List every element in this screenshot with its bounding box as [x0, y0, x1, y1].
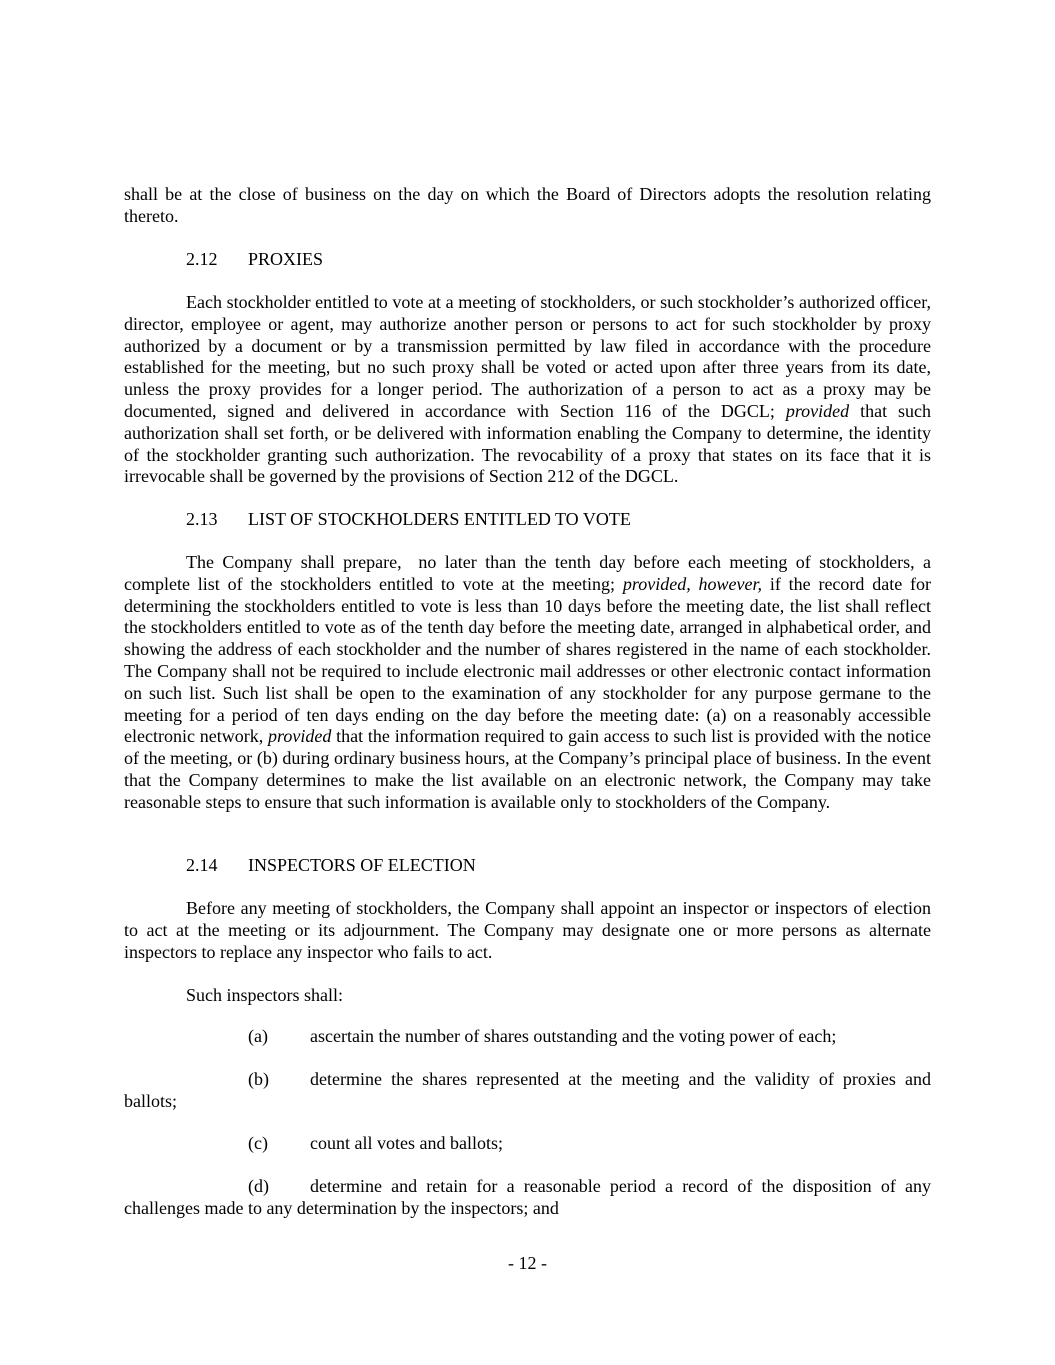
list-item-text: count all votes and ballots;	[310, 1133, 503, 1153]
emphasis-run: provided	[785, 400, 850, 421]
section-number: 2.14	[186, 855, 218, 875]
section-title: INSPECTORS OF ELECTION	[248, 855, 476, 875]
text-run: that such authorization shall set forth, or be delivered with information enabling the Company to determine, the identity of the stockholder granting such authorization. The revocability of a proxy that states on its face that it is irrevocable shall be governed by the provisions of Section 212 of the DGCL.	[124, 400, 931, 487]
list-item-a	[248, 1026, 836, 1048]
proxies-paragraph	[124, 292, 931, 488]
list-item-label: (c)	[248, 1133, 268, 1153]
text-run: The Company shall prepare, no later than the tenth day before each meeting of stockholders, a complete list of the stockholders entitled to vote at the meeting;	[124, 552, 936, 594]
list-item-label: (b)	[248, 1069, 269, 1089]
list-item-label: (a)	[248, 1026, 268, 1046]
text-run: if the record date for determining the stockholders entitled to vote is less than 10 days before the meeting date, the list shall reflect the stockholders entitled to vote as of the tenth day before the meeting date, arranged in alphabetical order, and showing the address of each stockholder and the number of shares registered in the name of each stockholder. The Company shall not be required to include electronic mail addresses or other electronic contact information on such list. Such list shall be open to the examination of any stockholder for any purpose germane to the meeting for a period of ten days ending on the day before the meeting date: (a) on a reasonably accessible electronic network,	[124, 573, 936, 747]
text-run: Each stockholder entitled to vote at a meeting of stockholders, or such stockholder’s authorized officer, director, employee or agent, may authorize another person or persons to act for such stockholder by proxy authorized by a document or by a transmission permitted by law filed in accordance with the procedure established for the meeting, but no such proxy shall be voted or acted upon after three years from its date, unless the proxy provides for a longer period. The authorization of a person to act as a proxy may be documented, signed and delivered in accordance with Section 116 of the DGCL;	[124, 292, 931, 421]
stockholder-list-paragraph	[124, 552, 936, 814]
continuation-paragraph: shall be at the close of business on the day on which the Board of Directors adopts the resolution relating thereto.	[124, 184, 931, 226]
section-heading-2-14	[186, 855, 476, 877]
section-number: 2.12	[186, 249, 218, 269]
list-item-text: determine the shares represented at the meeting and the validity of proxies and	[310, 1069, 931, 1089]
section-heading-2-13	[186, 509, 631, 531]
page-number: - 12 -	[508, 1253, 547, 1273]
section-number: 2.13	[186, 509, 218, 529]
list-item-label: (d)	[248, 1176, 269, 1196]
section-title: LIST OF STOCKHOLDERS ENTITLED TO VOTE	[248, 509, 631, 529]
emphasis-run: provided, however,	[622, 573, 762, 594]
list-item-b-continuation: ballots;	[124, 1091, 177, 1111]
list-item-text: ascertain the number of shares outstanding and the voting power of each;	[310, 1026, 837, 1046]
list-item-c	[248, 1133, 503, 1155]
inspectors-duties-intro: Such inspectors shall:	[186, 985, 343, 1005]
text-run: that the information required to gain access to such list is provided with the notice of the meeting, or (b) during ordinary business hours, at the Company’s principal place of business. In the event that the Company determines to make the list available on an electronic network, the Company may take reasonable steps to ensure that such information is available only to stockholders of the Company.	[124, 726, 936, 812]
section-title: PROXIES	[248, 249, 324, 269]
list-item-text: determine and retain for a reasonable period a record of the disposition of any challenges made to any determination by the inspectors; and	[124, 1176, 931, 1218]
list-item-b	[248, 1069, 931, 1091]
section-heading-2-12	[186, 249, 323, 271]
emphasis-run: provided	[268, 726, 332, 747]
inspectors-paragraph: Before any meeting of stockholders, the Company shall appoint an inspector or inspectors of election to act at the meeting or its adjournment. The Company may designate one or more persons as alternate inspectors to replace any inspector who fails to act.	[124, 898, 931, 962]
list-item-d	[124, 1176, 931, 1220]
